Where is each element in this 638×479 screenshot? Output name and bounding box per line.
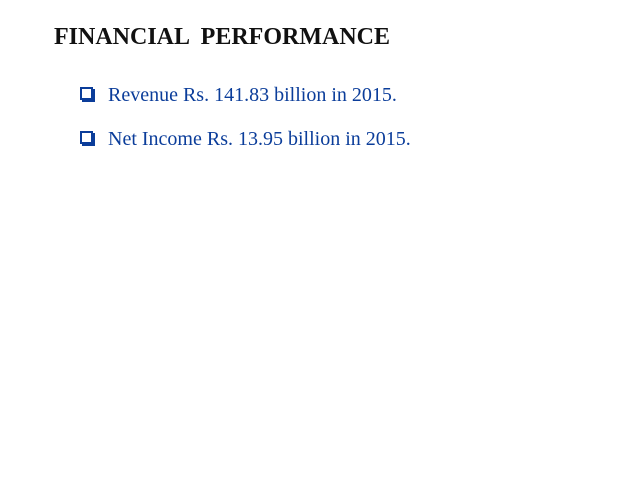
slide-title: FINANCIAL PERFORMANCE (54, 24, 390, 50)
checkbox-icon (80, 131, 93, 144)
bullet-text: Net Income Rs. 13.95 billion in 2015. (108, 128, 411, 150)
bullet-item-revenue (80, 84, 411, 106)
checkbox-icon (80, 87, 93, 100)
bullet-item-net-income (80, 128, 411, 150)
bullet-list (80, 84, 411, 172)
bullet-text: Revenue Rs. 141.83 billion in 2015. (108, 84, 397, 106)
